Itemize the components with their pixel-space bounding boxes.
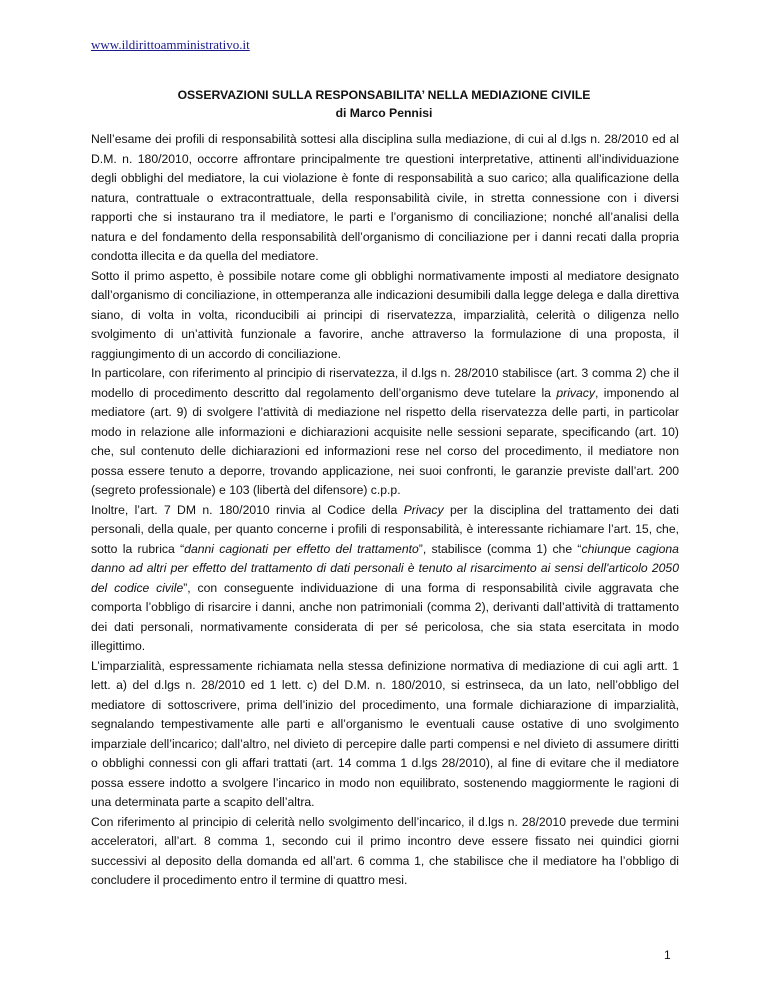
document-body xyxy=(91,130,679,891)
paragraph-5: L’imparzialità, espressamente richiamata nella stessa definizione normativa di mediazione di cui agli artt. 1 lett. a) del d.lgs n. 28/2010 ed 1 lett. c) del D.M. n. 180/2010, si estrinseca, da un lato, nell’obbligo del mediatore di sottoscrivere, prima dell’inizio del procedimento, una formale dichiarazione di imparzialità, segnalando tempestivamente alle parti e all’organismo le eventuali cause ostative di uno svolgimento imparziale dell’incarico; dall’altro, nel divieto di percepire dalle parti compensi e nel divieto di assumere diritti o obblighi connessi con gli affari trattati (art. 14 comma 1 d.lgs 28/2010), al fine di evitare che il mediatore possa essere indotto a svolgere l’incarico in modo non equilibrato, sostenendo maggiormente le ragioni di una determinata parte a scapito dell’altra. xyxy=(91,658,679,809)
paragraph-1: Nell’esame dei profili di responsabilità sottesi alla disciplina sulla mediazione, di cui al d.lgs n. 28/2010 ed al D.M. n. 180/2010, occorre affrontare principalmente tre questioni interpretative, attinenti all’individuazione degli obblighi del mediatore, la cui violazione è fonte di responsabilità a suo carico; alla qualificazione della natura, contrattuale o extracontrattuale, della responsabilità civile, in stretta connessione con i diversi rapporti che si instaurano tra il mediatore, le parti e l’organismo di conciliazione; nonché all’analisi della natura e del fondamento della responsabilità dell’organismo di conciliazione per i danni recati dalla propria condotta illecita e da quella del mediatore. xyxy=(91,132,679,263)
page-number: 1 xyxy=(664,948,671,962)
document-title xyxy=(0,86,768,122)
emphasis-privacy: Privacy xyxy=(403,502,444,517)
title-main: OSSERVAZIONI SULLA RESPONSABILITA’ NELLA MEDIAZIONE CIVILE xyxy=(177,88,591,102)
paragraph-4 xyxy=(91,501,679,657)
title-author: di Marco Pennisi xyxy=(335,106,433,120)
text-span: per la disciplina del trattamento dei dati personali, della quale, per quanto concerne i profili di responsabilità, è interessante richiamare l’art. 15, che, sotto la rubrica “ xyxy=(91,502,679,556)
emphasis-privacy: privacy xyxy=(556,385,595,400)
paragraph-6: Con riferimento al principio di celerità nello svolgimento dell’incarico, il d.lgs n. 28/2010 prevede due termini acceleratori, all’art. 8 comma 1, secondo cui il primo incontro deve essere fissato nei quindici giorni successivi al deposito della domanda ed all’art. 6 comma 1, che stabilisce che il mediatore ha l’obbligo di concludere il procedimento entro il termine di quattro mesi. xyxy=(91,814,679,887)
text-span: ”, con conseguente individuazione di una forma di responsabilità civile aggravata che comporta l’obbligo di risarcire i danni, anche non patrimoniali (comma 2), derivanti dall’attività di trattamento dei dati personali, normativamente considerata di per sé pericolosa, che sia stata esercitata in modo illegittimo. xyxy=(91,580,679,653)
emphasis-quote: chiunque cagiona danno ad altri per effetto del trattamento di dati personali è tenuto al risarcimento ai sensi dell'articolo 2050 del codice civile xyxy=(91,541,679,595)
paragraph-2: Sotto il primo aspetto, è possibile notare come gli obblighi normativamente imposti al mediatore designato dall’organismo di conciliazione, in ottemperanza alle indicazioni desumibili dalla legge delega e dalla direttiva siano, di volta in volta, riconducibili ai principi di riservatezza, imparzialità, celerità o diligenza nello svolgimento di un’attività funzionale a favorire, anche attraverso la formulazione di una proposta, il raggiungimento di un accordo di conciliazione. xyxy=(91,268,679,361)
text-span: , imponendo al mediatore (art. 9) di svolgere l’attività di mediazione nel rispetto della riservatezza delle parti, in particolar modo in relazione alle informazioni e dichiarazioni acquisite nelle sessioni separate, specificando (art. 10) che, sul contenuto delle dichiarazioni ed informazioni rese nel corso del procedimento, il mediatore non possa essere tenuto a deporre, trovando applicazione, nei suoi confronti, le garanzie previste dall’art. 200 (segreto professionale) e 103 (libertà del difensore) c.p.p. xyxy=(91,385,680,497)
text-span: Inoltre, l’art. 7 DM n. 180/2010 rinvia al Codice della xyxy=(91,502,404,517)
text-span: ”, stabilisce (comma 1) che “ xyxy=(418,541,582,556)
site-link[interactable]: www.ildirittoamministrativo.it xyxy=(91,37,250,52)
paragraph-3 xyxy=(91,364,679,501)
text-span: In particolare, con riferimento al principio di riservatezza, il d.lgs n. 28/2010 stabilisce (art. 3 comma 2) che il modello di procedimento descritto dal regolamento dell’organismo deve tutelare la xyxy=(91,366,679,400)
emphasis-rubrica: danni cagionati per effetto del trattamento xyxy=(184,541,419,556)
